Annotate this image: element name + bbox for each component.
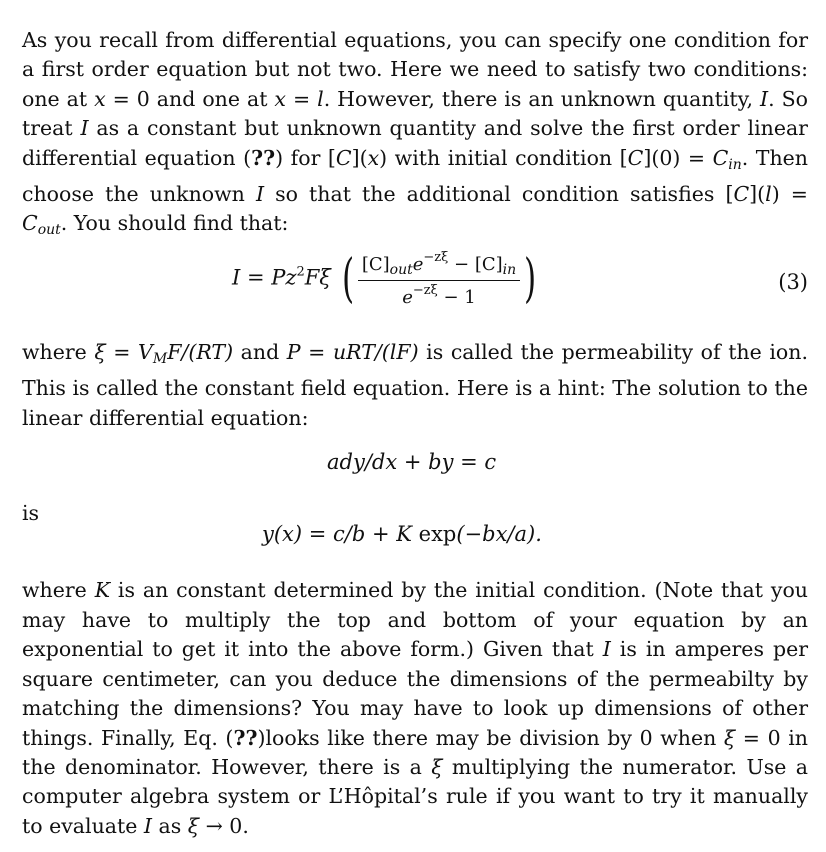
text-fragment: = 0 [735,725,781,750]
math-var: x [274,86,286,111]
math-subscript: in [728,156,742,173]
math-var: e [402,286,413,308]
paragraph-intro [22,26,808,246]
text-fragment: linear differential equation ( [22,116,808,170]
text-fragment: = [105,339,139,364]
paragraph-discussion [22,576,808,841]
text-fragment: ](0) = [643,145,706,170]
text-fragment: = [300,339,333,364]
math-term: y(x) = c/b + K [262,522,419,547]
text-fragment: . [768,86,775,111]
math-var: ξ [187,813,200,838]
text-fragment: ]( [351,145,368,170]
math-var: l [317,86,324,111]
math-var: I [760,86,769,111]
math-var: I [143,813,153,838]
text-fragment: = [285,86,318,111]
equation-lhs: I = Pz [232,265,297,290]
right-paren: ) [524,248,537,309]
text-fragment: is an constant determined by the initial condition. (Note that [110,578,763,603]
text-fragment: ]( [749,182,766,207]
text-fragment: exponential to get it into the above form.) Given that [22,637,603,662]
math-var: x [94,86,106,111]
math-var: C [627,145,644,170]
math-var: C [335,145,352,170]
text-fragment: one at [22,86,95,111]
text-fragment: in the denominator. However, there is a [22,725,808,779]
text-line: Use a computer algebra system or L’Hôpital’s rule if you want to try it [22,754,808,809]
math-var: e [412,253,424,275]
text-fragment: → 0. [199,813,249,838]
text-fragment: ) with initial condition [ [379,145,628,170]
text-fragment: so that the additional condition satisfies [264,182,715,207]
math-var: C [22,211,38,236]
math-var: ξ [723,725,736,750]
fraction-numerator [358,250,520,281]
math-superscript: 2 [296,264,305,280]
math-term: (−bx/a). [456,522,542,547]
math-superscript: −zξ [412,282,438,298]
paragraph-definitions [22,338,808,433]
math-var: ξ [431,754,443,779]
text-line: solution to the linear differential equation: [22,376,808,430]
text-line: you may have to multiply the top and bottom of your equation by an [22,578,808,632]
math-var: I [602,637,611,662]
equation-reference: ?? [251,145,276,170]
math-var: P [286,339,301,364]
ode-equation-block [22,433,808,499]
equation-number: (3) [778,269,808,294]
text-fragment: . You should find that: [60,211,289,236]
math-var: I [80,116,89,141]
ode-equation: ady/dx + by = c [327,450,497,475]
text-line: the ion. This is called the constant field equation. Here is a hint: The [22,339,808,401]
text-fragment: ) for [ [275,145,336,170]
math-var: K [94,578,111,603]
text-fragment: where [22,339,95,364]
math-term: − [C] [448,253,503,275]
text-line: matching the dimensions? You may have to look up dimensions of other [22,696,808,721]
text-line: a first order equation but not two. Here we need to satisfy two conditions: [22,57,808,82]
fraction-denominator [358,281,520,308]
math-var: Fξ [304,265,331,290]
math-var: C [733,182,750,207]
math-var: C [712,145,729,170]
fraction [358,250,520,308]
equation-reference: ?? [233,725,258,750]
equation-3-block [22,246,808,336]
text-fragment: things. Finally, Eq. ( [22,725,234,750]
math-var: I [255,182,265,207]
left-paren: ( [341,248,354,309]
math-subscript: in [502,261,517,278]
math-subscript: out [389,261,413,278]
math-subscript: M [152,350,168,367]
text-fragment: ) = [771,182,808,207]
math-subscript: out [37,222,61,239]
math-var: F/(RT) [167,339,234,364]
text-fragment: . Then choose the unknown [22,145,808,207]
text-fragment: where [22,578,95,603]
text-fragment: . However, there is an unknown quantity, [323,86,760,111]
text-fragment: )looks like there may be division by 0 when [257,725,724,750]
text-line: is [22,501,40,526]
text-line: As you recall from differential equations, you can specify one condition for [22,28,808,52]
text-fragment: multiplying the numerator. [442,754,738,779]
text-fragment: as a constant but unknown quantity and solve the first order [88,116,740,141]
math-var: ξ [94,339,106,364]
math-term: − 1 [437,286,476,308]
text-fragment: So treat [22,86,809,141]
math-superscript: −zξ [423,249,449,265]
text-fragment: and [233,339,287,364]
solution-equation [262,522,542,546]
text-fragment: is in amperes per [610,637,808,662]
math-var: l [765,182,772,207]
math-var: V [138,339,153,364]
equation-3 [232,250,540,308]
text-fragment: as [152,813,188,838]
solution-equation-block [22,522,808,576]
math-var: uRT/(lF) [332,339,419,364]
math-var: x [367,145,380,170]
text-fragment: manually to evaluate [22,784,808,838]
text-fragment: is called the permeability of [418,339,721,364]
math-function: exp [418,522,457,547]
text-line: square centimeter, can you deduce the dimensions of the permeabilty by [22,666,808,691]
text-fragment: = 0 and one at [105,86,275,111]
math-term: [C] [361,253,390,275]
document-page [22,26,808,841]
text-fragment: [ [725,182,734,207]
